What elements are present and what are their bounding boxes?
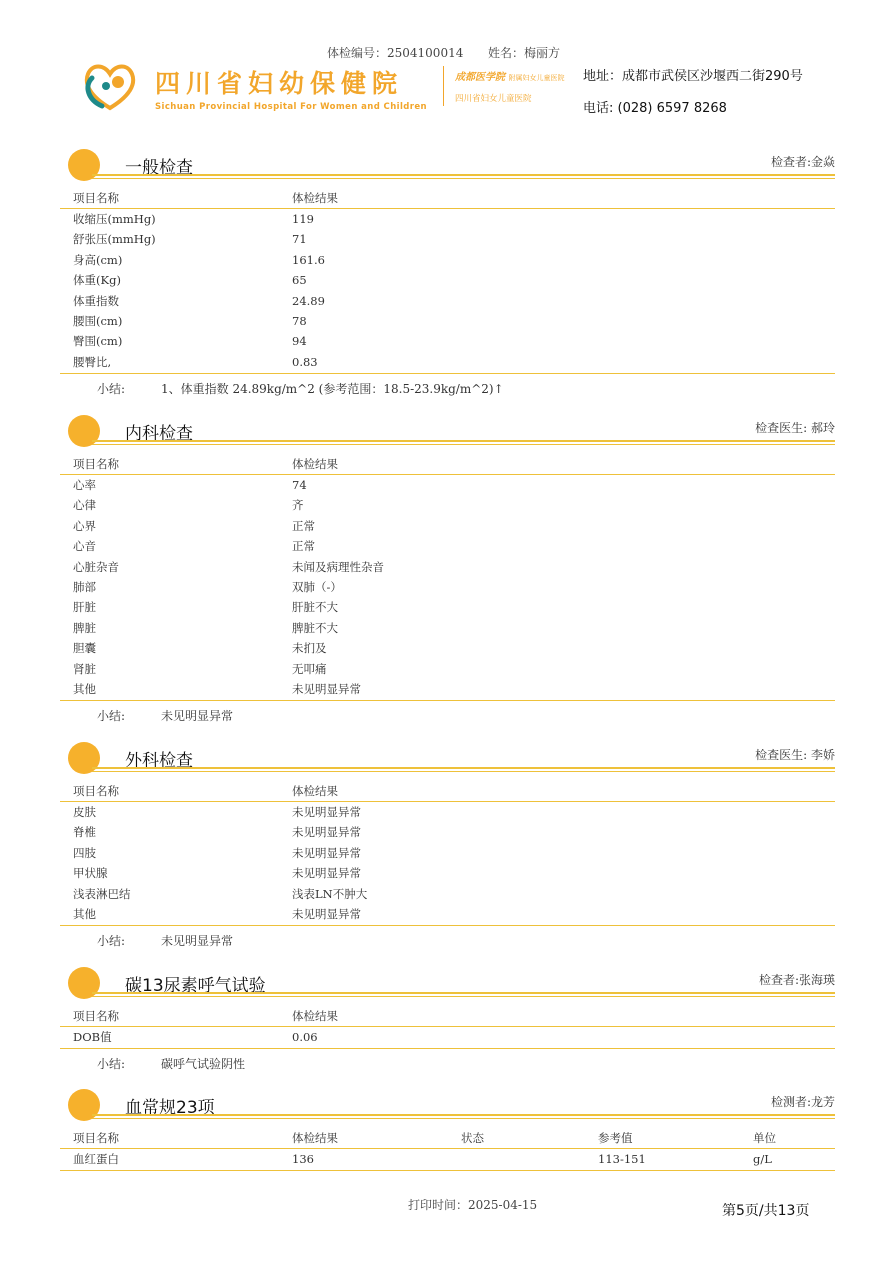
summary-label: 小结:	[97, 709, 126, 724]
section-header	[60, 741, 835, 773]
item-name: 心脏杂音	[73, 559, 119, 574]
table-header	[60, 453, 835, 475]
item-name: 腰围(cm)	[73, 313, 123, 328]
hospital-name-cn: 四川省妇幼保健院	[155, 69, 404, 98]
item-name: 肾脏	[73, 661, 96, 676]
print-time: 打印时间：2025-04-15	[408, 1198, 538, 1212]
section-general-exam	[60, 148, 835, 404]
item-result: 浅表LN不肿大	[292, 886, 368, 901]
col-result-header: 体检结果	[292, 784, 338, 798]
section-summary	[60, 1049, 835, 1079]
item-result: 未见明显异常	[292, 805, 361, 819]
item-name: 四肢	[73, 845, 96, 860]
table-row	[60, 863, 835, 883]
item-result: 未闻及病理性杂音	[292, 559, 384, 574]
section-summary	[60, 374, 835, 404]
table-header	[60, 1127, 835, 1149]
item-result: 未见明显异常	[292, 866, 361, 881]
table-header	[60, 1005, 835, 1027]
hospital-logo-text	[155, 64, 427, 112]
affiliation-college: 成都医学院	[455, 72, 505, 83]
item-result: 119	[292, 212, 314, 226]
summary-text: 1、体重指数 24.89kg/m^2 (参考范围：18.5-23.9kg/m^2)↑	[161, 382, 504, 397]
item-result: 正常	[292, 539, 315, 554]
col-item-header: 项目名称	[73, 191, 119, 205]
hospital-address: 地址：成都市武侯区沙堰西二街290号	[583, 69, 803, 84]
item-result: 136	[292, 1152, 314, 1166]
item-name: 舒张压(mmHg)	[73, 232, 156, 247]
results-table	[60, 780, 835, 926]
item-unit: g/L	[753, 1152, 772, 1166]
section-divider	[92, 767, 835, 772]
table-row	[60, 618, 835, 638]
section-divider	[92, 1114, 835, 1119]
section-examiner: 检查者:金焱	[770, 155, 835, 169]
table-row	[60, 311, 835, 331]
table-row	[60, 577, 835, 597]
table-row	[60, 1149, 835, 1169]
table-row	[60, 557, 835, 577]
item-result: 161.6	[292, 252, 325, 267]
table-row	[60, 229, 835, 249]
section-divider	[92, 992, 835, 997]
col-result-header: 体检结果	[292, 457, 338, 471]
item-name: 肺部	[73, 579, 96, 594]
table-header	[60, 187, 835, 209]
item-name: 其他	[73, 906, 96, 921]
table-row	[60, 270, 835, 290]
item-result: 齐	[292, 498, 304, 513]
col-result-header: 体检结果	[292, 191, 338, 205]
section-examiner: 检测者:龙芳	[770, 1095, 835, 1109]
item-name: 脾脏	[73, 620, 96, 635]
section-examiner: 检查者:张海瑛	[758, 973, 835, 987]
col-item-header: 项目名称	[73, 1009, 119, 1023]
item-result: 双肺（-）	[292, 579, 342, 594]
col-status-header: 状态	[461, 1131, 484, 1145]
item-result: 脾脏不大	[292, 620, 338, 635]
item-name: 皮肤	[73, 805, 96, 819]
summary-text: 未见明显异常	[161, 934, 234, 949]
item-name: 胆囊	[73, 641, 96, 656]
logo-divider	[443, 66, 444, 106]
section-internal-exam	[60, 414, 835, 731]
item-result: 65	[292, 273, 307, 288]
table-row	[60, 516, 835, 536]
item-result: 无叩痛	[292, 661, 327, 676]
section-urea-breath-test	[60, 966, 835, 1079]
item-result: 0.83	[292, 354, 318, 369]
item-name: 其他	[73, 681, 96, 696]
summary-text: 碳呼气试验阴性	[161, 1057, 246, 1072]
table-row	[60, 597, 835, 617]
item-result: 未见明显异常	[292, 906, 361, 921]
table-row	[60, 843, 835, 863]
section-summary	[60, 701, 835, 731]
table-row	[60, 536, 835, 556]
results-table	[60, 1127, 835, 1171]
item-result: 肝脏不大	[292, 600, 338, 615]
table-row	[60, 331, 835, 351]
item-name: 肝脏	[73, 600, 96, 615]
col-item-header: 项目名称	[73, 457, 119, 471]
item-name: 甲状腺	[73, 866, 108, 881]
section-header	[60, 148, 835, 180]
item-name: 血红蛋白	[73, 1152, 119, 1166]
affiliation-hospital: 四川省妇女儿童医院	[455, 94, 532, 104]
item-reference: 113-151	[598, 1152, 646, 1166]
item-name: 臀围(cm)	[73, 334, 123, 349]
item-result: 未见明显异常	[292, 845, 361, 860]
table-end-line	[60, 1170, 835, 1171]
item-name: 脊椎	[73, 825, 96, 840]
item-result: 94	[292, 334, 307, 349]
hospital-logo-icon	[80, 56, 140, 116]
hospital-name-en: Sichuan Provincial Hospital For Women and Children	[155, 102, 427, 112]
table-row	[60, 884, 835, 904]
section-title: 内科检查	[125, 424, 193, 444]
page-number: 第5页/共13页	[722, 1203, 810, 1219]
summary-label: 小结:	[97, 1057, 126, 1072]
section-title: 一般检查	[125, 158, 193, 178]
item-result: 未见明显异常	[292, 681, 361, 696]
results-table	[60, 1005, 835, 1049]
table-row	[60, 475, 835, 495]
results-table	[60, 453, 835, 701]
hospital-phone: 电话: (028) 6597 8268	[583, 101, 727, 116]
item-result: 未见明显异常	[292, 825, 361, 840]
item-name: 体重(Kg)	[73, 273, 121, 288]
item-name: 心界	[73, 518, 96, 533]
col-item-header: 项目名称	[73, 1131, 119, 1145]
table-row	[60, 638, 835, 658]
section-blood-routine	[60, 1088, 835, 1171]
section-summary	[60, 926, 835, 956]
col-unit-header: 单位	[753, 1131, 776, 1145]
section-title: 血常规23项	[125, 1098, 215, 1118]
section-surgical-exam	[60, 741, 835, 956]
item-result: 未扪及	[292, 641, 327, 656]
exam-number: 体检编号：2504100014	[327, 46, 464, 60]
table-row	[60, 209, 835, 229]
table-row	[60, 904, 835, 924]
item-name: 腰臀比,	[73, 354, 112, 369]
item-name: 心音	[73, 539, 96, 554]
summary-label: 小结:	[97, 934, 126, 949]
table-header	[60, 780, 835, 802]
item-name: 浅表淋巴结	[73, 886, 131, 901]
section-header	[60, 414, 835, 446]
table-row	[60, 495, 835, 515]
section-header	[60, 966, 835, 998]
table-row	[60, 679, 835, 699]
summary-label: 小结:	[97, 382, 126, 397]
summary-text: 未见明显异常	[161, 709, 234, 724]
table-row	[60, 291, 835, 311]
item-result: 71	[292, 232, 307, 247]
item-name: 收缩压(mmHg)	[73, 212, 156, 226]
item-name: 身高(cm)	[73, 252, 123, 267]
patient-name: 姓名：梅丽方	[488, 46, 561, 60]
table-row	[60, 802, 835, 822]
item-result: 74	[292, 478, 307, 492]
item-name: 体重指数	[73, 293, 119, 308]
col-reference-header: 参考值	[598, 1131, 633, 1145]
item-result: 0.06	[292, 1030, 318, 1044]
item-name: 心率	[73, 478, 96, 492]
col-result-header: 体检结果	[292, 1009, 338, 1023]
table-row	[60, 352, 835, 372]
logo-affiliation	[455, 68, 564, 104]
section-examiner: 检查医生: 郝玲	[755, 421, 835, 435]
section-divider	[92, 174, 835, 179]
col-item-header: 项目名称	[73, 784, 119, 798]
table-row	[60, 659, 835, 679]
affiliation-college-sub: 附属妇女儿童医院	[508, 74, 565, 82]
item-name: DOB值	[73, 1030, 112, 1044]
col-result-header: 体检结果	[292, 1131, 338, 1145]
section-divider	[92, 440, 835, 445]
item-name: 心律	[73, 498, 96, 513]
results-table	[60, 187, 835, 374]
item-result: 78	[292, 313, 307, 328]
item-result: 24.89	[292, 293, 325, 308]
section-title: 碳13尿素呼气试验	[125, 976, 266, 996]
item-result: 正常	[292, 518, 315, 533]
section-header	[60, 1088, 835, 1120]
table-row	[60, 822, 835, 842]
table-row	[60, 1027, 835, 1047]
section-examiner: 检查医生: 李娇	[755, 748, 835, 762]
section-title: 外科检查	[125, 751, 193, 771]
table-row	[60, 250, 835, 270]
